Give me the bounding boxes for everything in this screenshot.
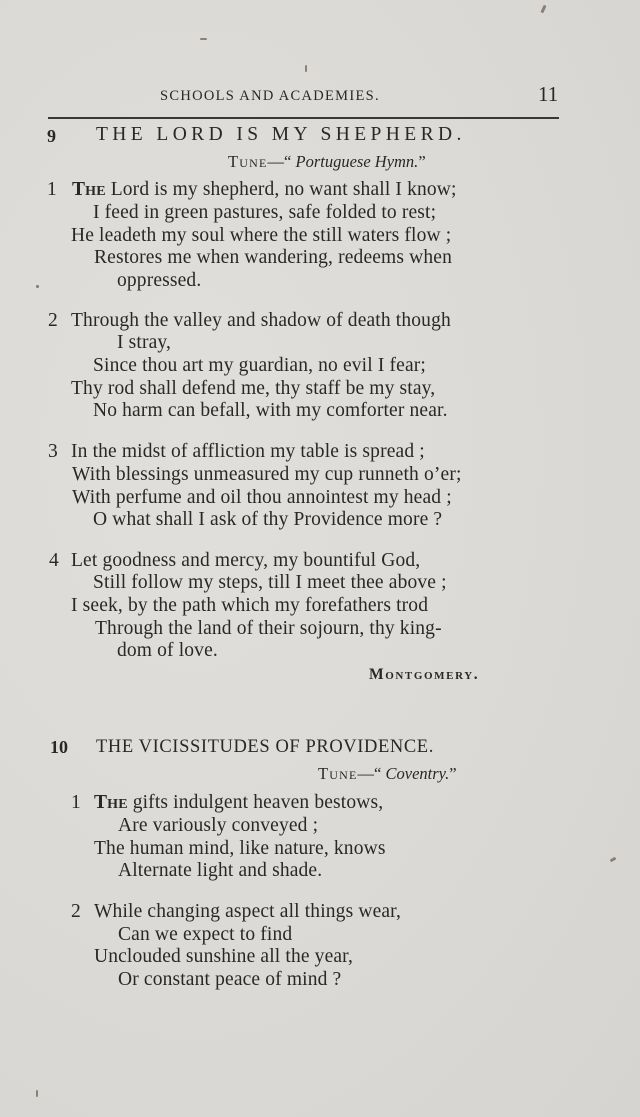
verse-line <box>72 179 457 201</box>
paper-fleck <box>305 65 307 72</box>
verse-line: oppressed. <box>117 270 202 291</box>
verse-line: dom of love. <box>117 640 218 661</box>
verse-line: Alternate light and shade. <box>118 860 323 881</box>
lead-word: The <box>72 179 106 200</box>
header-rule <box>48 117 559 119</box>
verse-line: Still follow my steps, till I meet thee above ; <box>93 572 447 593</box>
tune-label: Tune <box>228 152 268 171</box>
verse-line <box>94 792 383 814</box>
hymn-title: THE LORD IS MY SHEPHERD. <box>96 124 466 145</box>
paper-fleck <box>200 38 207 40</box>
verse-line: Through the land of their sojourn, thy king- <box>95 618 442 639</box>
verse-line: While changing aspect all things wear, <box>94 901 402 922</box>
tune-close: ” <box>418 152 426 171</box>
verse-line: I stray, <box>117 332 172 353</box>
hymn-number: 9 <box>47 126 56 146</box>
verse-line: No harm can befall, with my comforter near. <box>93 400 448 421</box>
stanza-number: 1 <box>71 792 81 813</box>
verse-line: I feed in green pastures, safe folded to rest; <box>93 202 437 223</box>
paper-fleck <box>36 285 39 288</box>
stanza-number: 3 <box>48 441 58 462</box>
verse-line: In the midst of affliction my table is spread ; <box>71 441 425 462</box>
stanza-number: 4 <box>49 550 59 571</box>
paper-fleck <box>540 5 546 14</box>
verse-line: Since thou art my guardian, no evil I fear; <box>93 355 426 376</box>
stanza-number: 2 <box>48 310 58 331</box>
verse-line: Unclouded sunshine all the year, <box>94 946 354 967</box>
lead-word: The <box>94 792 128 813</box>
page-number: 11 <box>538 82 559 106</box>
verse-line: Let goodness and mercy, my bountiful God, <box>71 550 421 571</box>
hymn-number: 10 <box>50 737 68 757</box>
hymn-author: Montgomery. <box>369 666 480 683</box>
tune-name: Portuguese Hymn. <box>295 152 419 171</box>
tune-label: Tune <box>318 764 358 783</box>
paper-fleck <box>36 1090 38 1097</box>
verse-line: Or constant peace of mind ? <box>118 969 342 990</box>
verse-line: Restores me when wandering, redeems when <box>94 247 452 268</box>
verse-line: Thy rod shall defend me, thy staff be my stay, <box>71 378 436 399</box>
tune-line <box>318 764 457 784</box>
tune-dash: —“ <box>357 764 382 783</box>
paper-fleck <box>610 857 617 863</box>
verse-line: With blessings unmeasured my cup runneth o’er; <box>72 464 462 485</box>
verse-line: The human mind, like nature, knows <box>94 838 386 859</box>
verse-line: With perfume and oil thou annointest my head ; <box>72 487 452 508</box>
verse-line: He leadeth my soul where the still waters flow ; <box>71 225 452 246</box>
tune-line <box>228 152 426 172</box>
verse-line: Are variously conveyed ; <box>118 815 319 836</box>
tune-dash: —“ <box>267 152 292 171</box>
verse-text: gifts indulgent heaven bestows, <box>132 792 384 813</box>
running-head: SCHOOLS AND ACADEMIES. <box>160 88 380 104</box>
verse-line: I seek, by the path which my forefathers trod <box>71 595 429 616</box>
hymn-title: THE VICISSITUDES OF PROVIDENCE. <box>96 737 434 757</box>
stanza-number: 2 <box>71 901 81 922</box>
tune-close: ” <box>449 764 457 783</box>
tune-name: Coventry. <box>385 764 450 783</box>
verse-line: O what shall I ask of thy Providence more ? <box>93 509 443 530</box>
verse-line: Can we expect to find <box>118 924 293 945</box>
verse-text: Lord is my shepherd, no want shall I know; <box>110 179 457 200</box>
verse-line: Through the valley and shadow of death though <box>71 310 451 331</box>
stanza-number: 1 <box>47 179 57 200</box>
